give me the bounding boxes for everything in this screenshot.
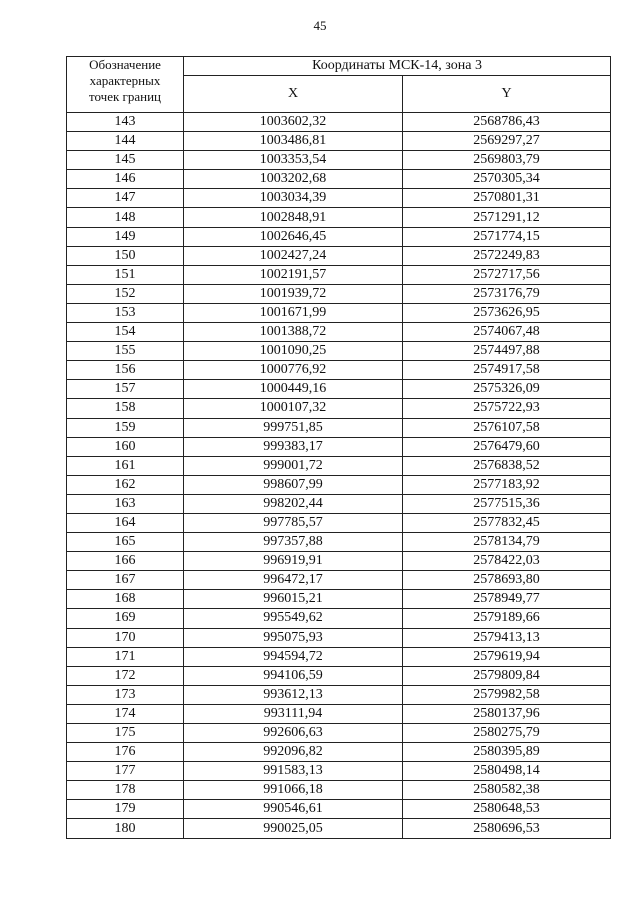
y-coordinate-cell: 2577832,45 [403, 513, 611, 532]
x-coordinate-cell: 1001671,99 [184, 303, 403, 322]
y-coordinate-cell: 2577515,36 [403, 494, 611, 513]
point-id-cell: 145 [67, 151, 184, 170]
y-coordinate-cell: 2571774,15 [403, 227, 611, 246]
table-row [67, 533, 611, 552]
table-row [67, 552, 611, 571]
point-id-cell: 154 [67, 323, 184, 342]
table-row [67, 762, 611, 781]
y-coordinate-cell: 2579619,94 [403, 647, 611, 666]
table-row [67, 418, 611, 437]
point-id-cell: 168 [67, 590, 184, 609]
y-coordinate-cell: 2576838,52 [403, 456, 611, 475]
coords-group-header: Координаты МСК-14, зона 3 [184, 57, 611, 76]
x-coordinate-cell: 1001388,72 [184, 323, 403, 342]
table-row [67, 666, 611, 685]
y-coordinate-cell: 2580582,38 [403, 781, 611, 800]
point-id-cell: 148 [67, 208, 184, 227]
x-coordinate-cell: 1002427,24 [184, 246, 403, 265]
x-coordinate-cell: 996919,91 [184, 552, 403, 571]
y-coordinate-cell: 2577183,92 [403, 475, 611, 494]
y-coordinate-cell: 2578134,79 [403, 533, 611, 552]
table-row [67, 781, 611, 800]
table-row [67, 819, 611, 838]
page-number: 45 [313, 18, 327, 33]
x-coordinate-cell: 1000776,92 [184, 361, 403, 380]
table-row [67, 208, 611, 227]
y-coordinate-cell: 2580648,53 [403, 800, 611, 819]
x-coordinate-cell: 1003034,39 [184, 189, 403, 208]
y-header: Y [403, 76, 611, 113]
point-label-line: Обозначение [89, 57, 161, 72]
x-coordinate-cell: 999383,17 [184, 437, 403, 456]
point-id-cell: 160 [67, 437, 184, 456]
x-coordinate-cell: 1003202,68 [184, 170, 403, 189]
point-id-cell: 161 [67, 456, 184, 475]
point-label-line: характерных [89, 73, 161, 88]
table-row [67, 227, 611, 246]
table-row [67, 800, 611, 819]
x-coordinate-cell: 1003486,81 [184, 132, 403, 151]
table-row [67, 170, 611, 189]
y-coordinate-cell: 2572717,56 [403, 265, 611, 284]
table-header [67, 57, 611, 113]
x-coordinate-cell: 995075,93 [184, 628, 403, 647]
point-id-cell: 163 [67, 494, 184, 513]
point-id-cell: 158 [67, 399, 184, 418]
point-id-cell: 177 [67, 762, 184, 781]
point-id-cell: 174 [67, 704, 184, 723]
y-coordinate-cell: 2579413,13 [403, 628, 611, 647]
point-id-cell: 159 [67, 418, 184, 437]
x-coordinate-cell: 992606,63 [184, 724, 403, 743]
y-coordinate-cell: 2580137,96 [403, 704, 611, 723]
y-coordinate-cell: 2574917,58 [403, 361, 611, 380]
x-coordinate-cell: 1003602,32 [184, 113, 403, 132]
table-row [67, 303, 611, 322]
x-coordinate-cell: 1002646,45 [184, 227, 403, 246]
point-id-cell: 170 [67, 628, 184, 647]
table-row [67, 513, 611, 532]
y-coordinate-cell: 2578693,80 [403, 571, 611, 590]
point-id-cell: 144 [67, 132, 184, 151]
table-row [67, 571, 611, 590]
point-id-cell: 151 [67, 265, 184, 284]
table-row [67, 685, 611, 704]
y-coordinate-cell: 2569803,79 [403, 151, 611, 170]
y-coordinate-cell: 2569297,27 [403, 132, 611, 151]
y-coordinate-cell: 2570801,31 [403, 189, 611, 208]
y-coordinate-cell: 2575722,93 [403, 399, 611, 418]
point-id-cell: 149 [67, 227, 184, 246]
y-coordinate-cell: 2572249,83 [403, 246, 611, 265]
x-coordinate-cell: 1001939,72 [184, 284, 403, 303]
table-row [67, 265, 611, 284]
table-row [67, 323, 611, 342]
y-coordinate-cell: 2576107,58 [403, 418, 611, 437]
y-coordinate-cell: 2579982,58 [403, 685, 611, 704]
point-id-cell: 176 [67, 743, 184, 762]
x-coordinate-cell: 999751,85 [184, 418, 403, 437]
table-row [67, 151, 611, 170]
point-id-cell: 167 [67, 571, 184, 590]
table-row [67, 609, 611, 628]
point-id-cell: 166 [67, 552, 184, 571]
y-coordinate-cell: 2580395,89 [403, 743, 611, 762]
y-coordinate-cell: 2573626,95 [403, 303, 611, 322]
y-coordinate-cell: 2580275,79 [403, 724, 611, 743]
x-coordinate-cell: 996472,17 [184, 571, 403, 590]
y-coordinate-cell: 2575326,09 [403, 380, 611, 399]
x-coordinate-cell: 991066,18 [184, 781, 403, 800]
point-id-cell: 156 [67, 361, 184, 380]
y-coordinate-cell: 2571291,12 [403, 208, 611, 227]
x-coordinate-cell: 993111,94 [184, 704, 403, 723]
table-row [67, 704, 611, 723]
x-coordinate-cell: 1000107,32 [184, 399, 403, 418]
table-body [67, 113, 611, 839]
x-coordinate-cell: 995549,62 [184, 609, 403, 628]
y-coordinate-cell: 2574067,48 [403, 323, 611, 342]
table-row [67, 399, 611, 418]
table-row [67, 724, 611, 743]
coordinates-table [66, 56, 611, 839]
y-coordinate-cell: 2578949,77 [403, 590, 611, 609]
point-label-header [67, 57, 184, 113]
table-row [67, 361, 611, 380]
point-id-cell: 179 [67, 800, 184, 819]
point-id-cell: 146 [67, 170, 184, 189]
x-coordinate-cell: 994106,59 [184, 666, 403, 685]
x-coordinate-cell: 997785,57 [184, 513, 403, 532]
point-id-cell: 169 [67, 609, 184, 628]
table-row [67, 590, 611, 609]
point-id-cell: 155 [67, 342, 184, 361]
table-row [67, 475, 611, 494]
point-id-cell: 172 [67, 666, 184, 685]
x-coordinate-cell: 993612,13 [184, 685, 403, 704]
y-coordinate-cell: 2574497,88 [403, 342, 611, 361]
table-row [67, 113, 611, 132]
point-id-cell: 173 [67, 685, 184, 704]
table-row [67, 437, 611, 456]
y-coordinate-cell: 2568786,43 [403, 113, 611, 132]
table-row [67, 189, 611, 208]
table-row [67, 132, 611, 151]
y-coordinate-cell: 2573176,79 [403, 284, 611, 303]
point-id-cell: 150 [67, 246, 184, 265]
y-coordinate-cell: 2580498,14 [403, 762, 611, 781]
x-coordinate-cell: 1000449,16 [184, 380, 403, 399]
x-coordinate-cell: 1001090,25 [184, 342, 403, 361]
x-coordinate-cell: 990546,61 [184, 800, 403, 819]
point-id-cell: 180 [67, 819, 184, 838]
x-coordinate-cell: 1002191,57 [184, 265, 403, 284]
point-id-cell: 175 [67, 724, 184, 743]
point-id-cell: 147 [67, 189, 184, 208]
y-coordinate-cell: 2570305,34 [403, 170, 611, 189]
x-coordinate-cell: 990025,05 [184, 819, 403, 838]
x-coordinate-cell: 994594,72 [184, 647, 403, 666]
point-id-cell: 153 [67, 303, 184, 322]
y-coordinate-cell: 2579189,66 [403, 609, 611, 628]
x-coordinate-cell: 991583,13 [184, 762, 403, 781]
y-coordinate-cell: 2579809,84 [403, 666, 611, 685]
table-row [67, 647, 611, 666]
x-coordinate-cell: 999001,72 [184, 456, 403, 475]
x-coordinate-cell: 998607,99 [184, 475, 403, 494]
x-coordinate-cell: 997357,88 [184, 533, 403, 552]
y-coordinate-cell: 2576479,60 [403, 437, 611, 456]
point-id-cell: 152 [67, 284, 184, 303]
point-id-cell: 164 [67, 513, 184, 532]
x-header: X [184, 76, 403, 113]
point-id-cell: 171 [67, 647, 184, 666]
point-id-cell: 157 [67, 380, 184, 399]
y-coordinate-cell: 2578422,03 [403, 552, 611, 571]
point-id-cell: 165 [67, 533, 184, 552]
table-row [67, 628, 611, 647]
table-row [67, 743, 611, 762]
table-row [67, 342, 611, 361]
table-row [67, 456, 611, 475]
point-id-cell: 178 [67, 781, 184, 800]
x-coordinate-cell: 992096,82 [184, 743, 403, 762]
y-coordinate-cell: 2580696,53 [403, 819, 611, 838]
x-coordinate-cell: 998202,44 [184, 494, 403, 513]
point-id-cell: 162 [67, 475, 184, 494]
table-row [67, 246, 611, 265]
x-coordinate-cell: 1002848,91 [184, 208, 403, 227]
point-id-cell: 143 [67, 113, 184, 132]
table-row [67, 494, 611, 513]
x-coordinate-cell: 996015,21 [184, 590, 403, 609]
table-row [67, 380, 611, 399]
x-coordinate-cell: 1003353,54 [184, 151, 403, 170]
table-row [67, 284, 611, 303]
point-label-line: точек границ [88, 89, 162, 104]
